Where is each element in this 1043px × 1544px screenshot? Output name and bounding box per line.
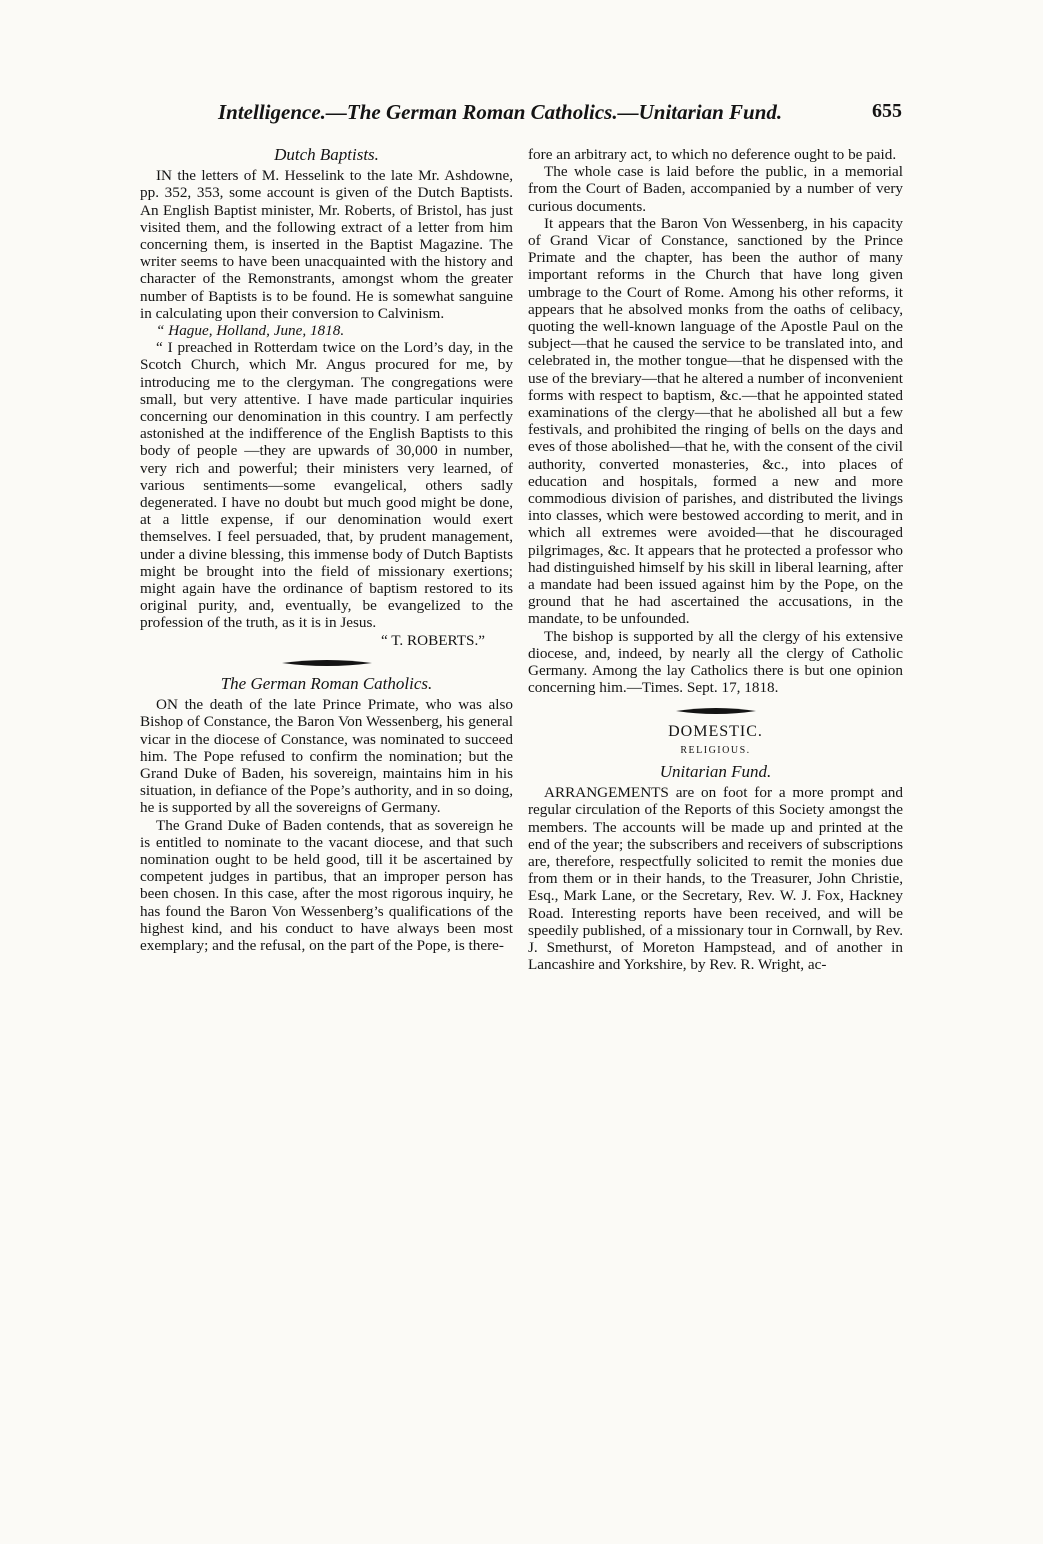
ornament-rule-icon [676,707,756,715]
letter-dateline: “ Hague, Holland, June, 1818. [156,322,345,340]
running-title: Intelligence.—The German Roman Catholics.—Unitarian Fund. [218,100,783,124]
german-paragraph-2: The Grand Duke of Baden contends, that as sovereign he is entitled to nominate to the vacant diocese, and that such nomination ought to be held good, till it be ascertained by competent judges in partibus, that an improper person has been chosen. In this case, after the most rigorous inquiry, he has found the Baron Von Wessenberg’s qualifications of the highest kind, and his conduct to have always been most exemplary; and the refusal, on the part of the Pope, is there- [140,816,513,954]
german-paragraph-1: ON the death of the late Prince Primate, who was also Bishop of Constance, the Baron Von Wessenberg, his general vicar in the diocese of Constance, was nominated to succeed him. The Pope refused to confirm the nomination; but the Grand Duke of Baden, his sovereign, maintains him in his situation, in defiance of the Pope’s authority, and in so doing, he is supported by all the sovereigns of Germany. [140,696,513,817]
letter-body: “ I preached in Rotterdam twice on the Lord’s day, in the Scotch Church, which Mr. Angus procured for me, by introducing me to the clergyman. The congregations were small, but very attentive. I have made particular inquiries concerning our denomination in this country. I am perfectly astonished at the indifference of the English Baptists to this body of people —they are upwards of 30,000 in number, very rich and powerful; their ministers very learned, of various sentiments—some evangelical, others sadly degenerated. I have no doubt but much good might be done, at a little expense, if our denomination would exert themselves. I feel persuaded, that, by prudent management, under a divine blessing, this immense body of Dutch Baptists might be brought into the field of missionary exertions; might again have the ordinance of baptism restored to its original purity, and, eventually, be evangelized to the profession of the truth, as it is in Jesus. [140,339,513,632]
section-title-german-catholics: The German Roman Catholics. [220,673,433,693]
religious-subheading: RELIGIOUS. [680,744,751,756]
german-paragraph-4: It appears that the Baron Von Wessenberg, in his capacity of Grand Vicar of Constance, sanctioned by the Prince Primate and the chapter, has been the author of many important reforms in the Church that have long given umbrage to the Court of Rome. Among his other reforms, it appears that he absolved monks from the oaths of celibacy, quoting the well-known language of the Apostle Paul on the subject—that he caused the service to be translated into, and celebrated in, the mother tongue—that he dispensed with the use of the breviary—that he altered a number of inconvenient forms with respect to baptism, &c.—that he appointed stated examinations of the clergy—that he abolished all but a few festivals, and prohibited the ringing of bells on the days and eves of those abolished—that he, with the consent of the civil authority, converted monasteries, &c., into places of education and hospitals, formed a new and more commodious division of parishes, and distributed the livings into classes, which were bestowed according to merit, and in which all extremes were avoided—that he discouraged pilgrimages, &c. It appears that he protected a professor who had distinguished himself by his skill in liberal learning, after a mandate had been issued against him by the Pope, on the ground that he had ascertained the accusations, in the mandate, to be unfounded. [528,214,903,628]
section-title-dutch-baptists: Dutch Baptists. [274,145,379,164]
german-paragraph-3: The whole case is laid before the public, in a memorial from the Court of Baden, accompanied by a number of very curious documents. [528,163,903,215]
left-column [140,146,513,954]
german-continuation: fore an arbitrary act, to which no deference ought to be paid. [528,146,897,163]
letter-signature: “ T. ROBERTS.” [381,631,485,649]
ornament-rule-icon [282,659,372,667]
domestic-heading: DOMESTIC. [668,722,763,740]
section-title-unitarian-fund: Unitarian Fund. [659,761,772,781]
unitarian-paragraph: ARRANGEMENTS are on foot for a more prompt and regular circulation of the Reports of this Society amongst the members. The accounts will be made up and printed at the end of the year; the subscribers and receivers of subscriptions are, therefore, respectfully solicited to remit the monies due from them or in their hands, to the Treasurer, John Christie, Esq., Mark Lane, or the Secretary, Rev. W. J. Fox, Hackney Road. Interesting reports have been received, and will be speedily published, of a missionary tour in Cornwall, by Rev. J. Smethurst, of Moreton Hampstead, and of another in Lancashire and Yorkshire, by Rev. R. Wright, ac- [528,784,903,974]
dutch-intro-paragraph: IN the letters of M. Hesselink to the late Mr. Ashdowne, pp. 352, 353, some account is given of the Dutch Baptists. An English Baptist minister, Mr. Roberts, of Bristol, has just visited them, and the following extract of a letter from him concerning them, is inserted in the Baptist Magazine. The writer seems to have been unacquainted with the history and character of the Remonstrants, amongst whom the greater number of Baptists is to be found. He is somewhat sanguine in calculating upon their conversion to Calvinism. [140,167,513,322]
right-column [528,146,903,973]
page-number: 655 [872,100,902,122]
german-paragraph-5: The bishop is supported by all the clergy of his extensive diocese, and, indeed, by nearly all the clergy of Catholic Germany. Among the lay Catholics there is but one opinion concerning him.—Times. Sept. 17, 1818. [528,627,903,697]
